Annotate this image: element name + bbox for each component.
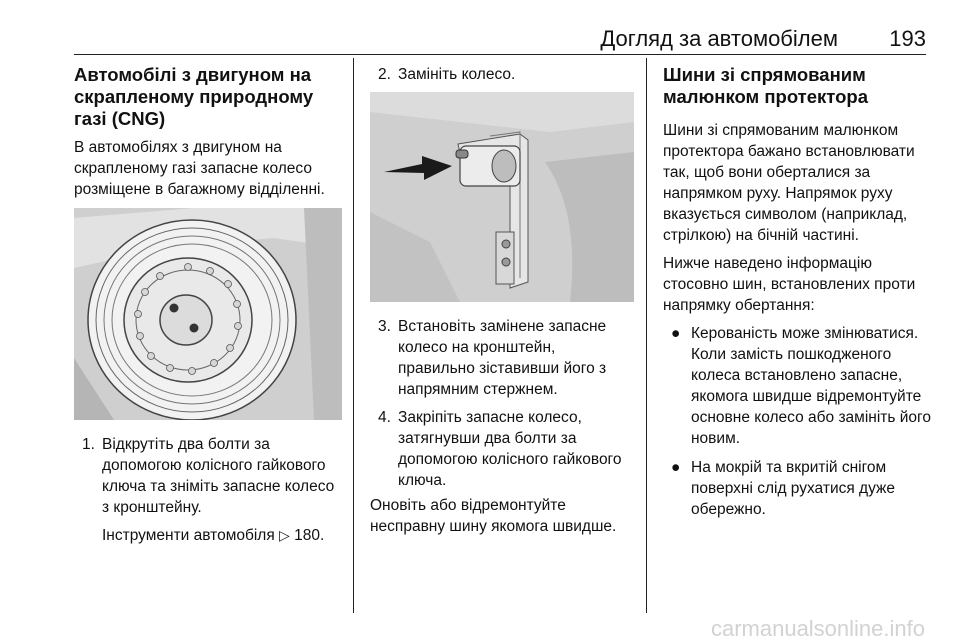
watermark-link[interactable]: carmanualsonline.info xyxy=(710,616,925,641)
step-item xyxy=(74,434,342,518)
bullet-item xyxy=(663,323,931,449)
step-text: Встановіть замінене запасне колесо на кронштейн, правильно зіставивши його з напрямним стержнем. xyxy=(398,318,607,398)
bullet-text: На мокрій та вкритій снігом поверхні слід рухатися дуже обережно. xyxy=(691,459,896,518)
wheel-bracket-figure xyxy=(370,92,634,302)
step-text: Замініть колесо. xyxy=(398,66,516,83)
replace-steps-list-b xyxy=(370,316,634,491)
page-reference-arrow-icon: ▷ xyxy=(279,527,290,543)
section-heading-directional-tyres: Шини зі спрямованим малюнком протектора xyxy=(663,64,868,107)
column-2 xyxy=(370,64,634,544)
step-item xyxy=(370,64,634,85)
bullet-item xyxy=(663,457,931,520)
cng-intro-paragraph: В автомобілях з двигуном на скрапленому газі запасне колесо розміщене в багажному відділенні. xyxy=(74,139,325,198)
warning-bullet-list xyxy=(663,323,931,520)
step-number: 2. xyxy=(378,66,391,83)
step-number: 1. xyxy=(82,436,95,453)
page-number: 193 xyxy=(889,26,926,51)
column-1 xyxy=(74,64,342,553)
step-number: 3. xyxy=(378,318,391,335)
bullet-icon: ● xyxy=(671,325,681,342)
step-text: Закріпіть запасне колесо, затягнувши два болти за допомогою колісного гайкового ключа. xyxy=(398,409,622,489)
step-item xyxy=(370,316,634,400)
repair-note: Оновіть або відремонтуйте несправну шину якомога швидше. xyxy=(370,497,617,535)
step-text: Відкрутіть два болти за допомогою колісного гайкового ключа та зніміть запасне колесо з кронштейну. xyxy=(102,436,335,516)
tools-reference xyxy=(74,525,342,546)
replace-steps-list-a xyxy=(370,64,634,85)
step-item xyxy=(370,407,634,491)
tools-reference-text: Інструменти автомобіля xyxy=(102,527,275,544)
bullet-icon: ● xyxy=(671,459,681,476)
header-rule xyxy=(74,54,926,55)
spare-wheel-illustration xyxy=(74,208,342,420)
wheel-bracket-illustration xyxy=(370,92,634,302)
column-divider-left xyxy=(353,58,354,613)
section-heading-cng: Автомобілі з двигуном на скрапленому природному газі (CNG) xyxy=(74,64,314,129)
reverse-mounting-paragraph: Нижче наведено інформацію стосовно шин, встановлених проти напрямку обертання: xyxy=(663,255,916,314)
step-number: 4. xyxy=(378,409,391,426)
bullet-text: Керованість може змінюватися. Коли замість пошкодженого колеса встановлено запасне, якомога швидше відремонтуйте основне колесо або замініть його новим. xyxy=(691,325,931,447)
tools-reference-page: 180. xyxy=(294,527,325,544)
column-divider-right xyxy=(646,58,647,613)
removal-steps-list xyxy=(74,434,342,546)
directional-tyres-paragraph: Шини зі спрямованим малюнком протектора бажано встановлювати так, щоб вони оберталися за напрямком руху. Напрямок руху вказується символом (наприклад, стрілкою) на бічній частині. xyxy=(663,122,915,244)
spare-wheel-figure xyxy=(74,208,342,420)
page-header-title: Догляд за автомобілем xyxy=(600,26,838,51)
column-3 xyxy=(663,64,931,528)
